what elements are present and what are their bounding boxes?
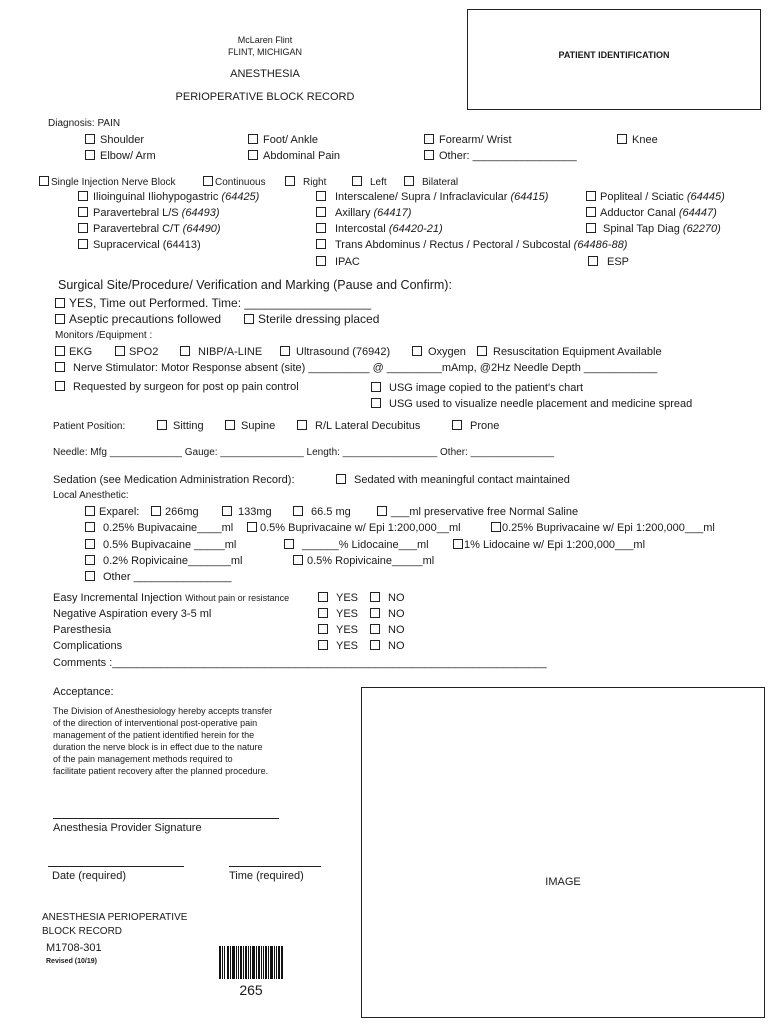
sterile-dressing[interactable]: Sterile dressing placed (244, 312, 379, 326)
image-box[interactable] (361, 687, 765, 1018)
check-no[interactable]: NO (370, 592, 405, 604)
position-sitting[interactable]: Sitting (157, 420, 204, 432)
timeout-performed[interactable]: YES, Time out Performed. Time: ___________________ (55, 296, 371, 310)
block-paravertebral-ct[interactable]: Paravertebral C/T (64490) (78, 223, 221, 235)
checkbox[interactable] (491, 522, 501, 532)
form-title: ANESTHESIA (230, 68, 300, 80)
bupivacaine-025[interactable]: 0.25% Bupivacaine____ml (85, 522, 233, 534)
comments-field[interactable]: Comments :_______________________________________________________________________ (53, 657, 547, 669)
checkbox[interactable] (293, 506, 303, 516)
checkbox[interactable] (78, 191, 88, 201)
form-number: M1708-301 (46, 942, 102, 954)
signature-line[interactable] (53, 818, 279, 819)
check-label-complications: Complications (53, 640, 123, 652)
patient-id-box[interactable] (467, 9, 761, 110)
requested-by-surgeon[interactable]: Requested by surgeon for post op pain control (55, 381, 299, 393)
checkbox[interactable] (244, 314, 254, 324)
diagnosis-label: Diagnosis: PAIN (48, 118, 121, 129)
block-axillary[interactable]: Axillary (64417) (316, 207, 411, 219)
block-ilioinguinal[interactable]: Ilioinguinal Iliohypogastric (64425) (78, 191, 259, 203)
monitor-ekg[interactable]: EKG (55, 346, 92, 358)
diagnosis-shoulder[interactable]: Shoulder (85, 134, 144, 146)
diagnosis-knee[interactable]: Knee (617, 134, 658, 146)
checkbox[interactable] (316, 239, 326, 249)
block-esp[interactable]: ESP (588, 256, 629, 268)
checkbox[interactable] (316, 223, 326, 233)
checkbox[interactable] (151, 506, 161, 516)
bupivacaine-05[interactable]: 0.5% Bupivacaine _____ml (85, 539, 236, 551)
checkbox[interactable] (352, 176, 362, 186)
block-single-injection[interactable]: Single Injection Nerve Block (39, 176, 176, 188)
footer-title-2: BLOCK RECORD (42, 926, 123, 937)
exparel[interactable]: Exparel: (85, 506, 139, 518)
checkbox[interactable] (318, 624, 328, 634)
diagnosis-foot-ankle[interactable]: Foot/ Ankle (248, 134, 318, 146)
checkbox[interactable] (371, 398, 381, 408)
checkbox[interactable] (370, 592, 380, 602)
position-supine[interactable]: Supine (225, 420, 275, 432)
check-no[interactable]: NO (370, 640, 405, 652)
checkbox[interactable] (247, 522, 257, 532)
check-yes[interactable]: YES (318, 624, 358, 636)
checkbox[interactable] (85, 506, 95, 516)
time-line[interactable] (229, 866, 321, 867)
revised-date: Revised (10/19) (46, 958, 97, 965)
acceptance-text: The Division of Anesthesiology hereby accepts transfer of the direction of interventional post-operative pain management of the patient identified herein for the duration the nerve block is in effect due to the nature of the pain management methods required to facilitate patient recovery after the planned procedure. (53, 706, 273, 776)
checkbox[interactable] (280, 346, 290, 356)
block-bilateral[interactable]: Bilateral (404, 176, 458, 188)
date-line[interactable] (48, 866, 184, 867)
diagnosis-abdominal-pain[interactable]: Abdominal Pain (248, 150, 340, 162)
usg-image-copied[interactable]: USG image copied to the patient's chart (371, 382, 583, 394)
lidocaine-custom[interactable]: ______% Lidocaine___ml (284, 539, 429, 551)
form-subtitle: PERIOPERATIVE BLOCK RECORD (175, 91, 355, 103)
block-ipac[interactable]: IPAC (316, 256, 360, 268)
checkbox[interactable] (412, 346, 422, 356)
check-no[interactable]: NO (370, 608, 405, 620)
org-name: McLaren Flint (237, 35, 293, 45)
block-supracervical[interactable]: Supracervical (64413) (78, 239, 201, 251)
aseptic-precautions[interactable]: Aseptic precautions followed (55, 312, 221, 326)
monitor-oxygen[interactable]: Oxygen (412, 346, 466, 358)
exparel-66mg[interactable]: 66.5 mg (293, 506, 351, 518)
checkbox[interactable] (55, 346, 65, 356)
check-yes[interactable]: YES (318, 592, 358, 604)
bupivacaine-025-epi[interactable]: 0.25% Buprivacaine w/ Epi 1:200,000___ml (491, 522, 715, 534)
block-interscalene[interactable]: Interscalene/ Supra / Infraclavicular (64415) (316, 191, 548, 203)
diagnosis-other[interactable]: Other: _________________ (424, 150, 577, 162)
checkbox[interactable] (39, 176, 49, 186)
check-yes[interactable]: YES (318, 608, 358, 620)
check-label-paresthesia: Paresthesia (53, 624, 112, 636)
checkbox[interactable] (78, 207, 88, 217)
checkbox[interactable] (85, 555, 95, 565)
checkbox[interactable] (318, 592, 328, 602)
diagnosis-forearm-wrist[interactable]: Forearm/ Wrist (424, 134, 512, 146)
bupivacaine-05-epi[interactable]: 0.5% Buprivacaine w/ Epi 1:200,000__ml (247, 522, 461, 534)
checkbox[interactable] (55, 298, 65, 308)
lidocaine-1-epi[interactable]: 1% Lidocaine w/ Epi 1:200,000___ml (453, 539, 645, 551)
barcode-number: 265 (239, 982, 263, 998)
checkbox[interactable] (85, 539, 95, 549)
checkbox[interactable] (297, 420, 307, 430)
block-left[interactable]: Left (352, 176, 387, 188)
ropivicaine-05[interactable]: 0.5% Ropivicaine_____ml (293, 555, 434, 567)
checkbox[interactable] (370, 608, 380, 618)
block-trans-abdominus[interactable]: Trans Abdominus / Rectus / Pectoral / Subcostal (64486-88) (316, 239, 627, 251)
checkbox[interactable] (424, 134, 434, 144)
checkbox[interactable] (316, 207, 326, 217)
position-lateral-decubitus[interactable]: R/L Lateral Decubitus (297, 420, 420, 432)
checkbox[interactable] (586, 207, 596, 217)
checkbox[interactable] (371, 382, 381, 392)
checkbox[interactable] (453, 539, 463, 549)
checkbox[interactable] (293, 555, 303, 565)
sedation-label: Sedation (see Medication Administration Record): (53, 474, 295, 486)
monitor-nibp[interactable]: NIBP/A-LINE (180, 346, 262, 358)
checkbox[interactable] (85, 522, 95, 532)
checkbox[interactable] (180, 346, 190, 356)
footer-title-1: ANESTHESIA PERIOPERATIVE (42, 912, 188, 923)
checkbox[interactable] (336, 474, 346, 484)
checkbox[interactable] (85, 134, 95, 144)
checkbox[interactable] (222, 506, 232, 516)
checkbox[interactable] (55, 362, 65, 372)
checkbox[interactable] (85, 571, 95, 581)
block-right[interactable]: Right (285, 176, 326, 188)
checkbox[interactable] (78, 223, 88, 233)
checkbox[interactable] (203, 176, 213, 186)
monitor-resuscitation[interactable]: Resuscitation Equipment Available (477, 346, 662, 358)
exparel-133mg[interactable]: 133mg (222, 506, 272, 518)
checkbox[interactable] (225, 420, 235, 430)
exparel-saline[interactable]: ___ml preservative free Normal Saline (377, 506, 578, 518)
nerve-stimulator[interactable]: Nerve Stimulator: Motor Response absent (site) __________ @ _________mAmp, @2Hz Needle Depth ____________ (55, 362, 657, 374)
checkbox[interactable] (157, 420, 167, 430)
checkbox[interactable] (586, 191, 596, 201)
local-other[interactable]: Other ________________ (85, 571, 231, 583)
checkbox[interactable] (424, 150, 434, 160)
checkbox[interactable] (284, 539, 294, 549)
checkbox[interactable] (404, 176, 414, 186)
checkbox[interactable] (115, 346, 125, 356)
needle-fields[interactable]: Needle: Mfg _____________ Gauge: _______________ Length: _________________ Other: _______________ (53, 447, 555, 458)
checkbox[interactable] (370, 640, 380, 650)
block-spinal-tap[interactable]: Spinal Tap Diag (62270) (586, 223, 721, 235)
monitor-ultrasound[interactable]: Ultrasound (76942) (280, 346, 390, 358)
check-label-incremental: Easy Incremental Injection Without pain or resistance (53, 592, 290, 604)
ropivicaine-02[interactable]: 0.2% Ropivicaine_______ml (85, 555, 242, 567)
org-location: FLINT, MICHIGAN (227, 47, 302, 57)
checkbox[interactable] (588, 256, 598, 266)
block-intercostal[interactable]: Intercostal (64420-21) (316, 223, 443, 235)
monitors-label: Monitors /Equipment : (55, 330, 153, 341)
patient-id-label: PATIENT IDENTIFICATION (558, 50, 670, 60)
acceptance-title: Acceptance: (53, 686, 114, 698)
exparel-266mg[interactable]: 266mg (151, 506, 199, 518)
local-anesthetic-label: Local Anesthetic: (53, 490, 129, 501)
monitor-spo2[interactable]: SPO2 (115, 346, 158, 358)
checkbox[interactable] (318, 608, 328, 618)
checkbox[interactable] (316, 191, 326, 201)
checkbox[interactable] (586, 223, 596, 233)
diagnosis-elbow-arm[interactable]: Elbow/ Arm (85, 150, 156, 162)
position-prone[interactable]: Prone (452, 420, 499, 432)
checkbox[interactable] (477, 346, 487, 356)
signature-label: Anesthesia Provider Signature (53, 822, 202, 834)
checkbox[interactable] (55, 314, 65, 324)
checkbox[interactable] (316, 256, 326, 266)
block-continuous[interactable]: Continuous (203, 176, 266, 188)
checkbox[interactable] (318, 640, 328, 650)
check-no[interactable]: NO (370, 624, 405, 636)
check-yes[interactable]: YES (318, 640, 358, 652)
image-label: IMAGE (545, 876, 581, 888)
time-label: Time (required) (229, 870, 304, 882)
checkbox[interactable] (85, 150, 95, 160)
checkbox[interactable] (617, 134, 627, 144)
checkbox[interactable] (248, 134, 258, 144)
sedation-meaningful-contact[interactable]: Sedated with meaningful contact maintained (336, 474, 570, 486)
usg-used[interactable]: USG used to visualize needle placement and medicine spread (371, 398, 692, 410)
barcode (219, 946, 283, 979)
checkbox[interactable] (55, 381, 65, 391)
checkbox[interactable] (377, 506, 387, 516)
surgical-title: Surgical Site/Procedure/ Verification and Marking (Pause and Confirm): (58, 278, 452, 292)
block-adductor-canal[interactable]: Adductor Canal (64447) (586, 207, 717, 219)
checkbox[interactable] (370, 624, 380, 634)
block-paravertebral-ls[interactable]: Paravertebral L/S (64493) (78, 207, 220, 219)
position-label: Patient Position: (53, 421, 126, 432)
check-label-aspiration: Negative Aspiration every 3-5 ml (53, 608, 212, 620)
checkbox[interactable] (78, 239, 88, 249)
date-label: Date (required) (52, 870, 126, 882)
checkbox[interactable] (248, 150, 258, 160)
checkbox[interactable] (285, 176, 295, 186)
checkbox[interactable] (452, 420, 462, 430)
block-popliteal[interactable]: Popliteal / Sciatic (64445) (586, 191, 725, 203)
